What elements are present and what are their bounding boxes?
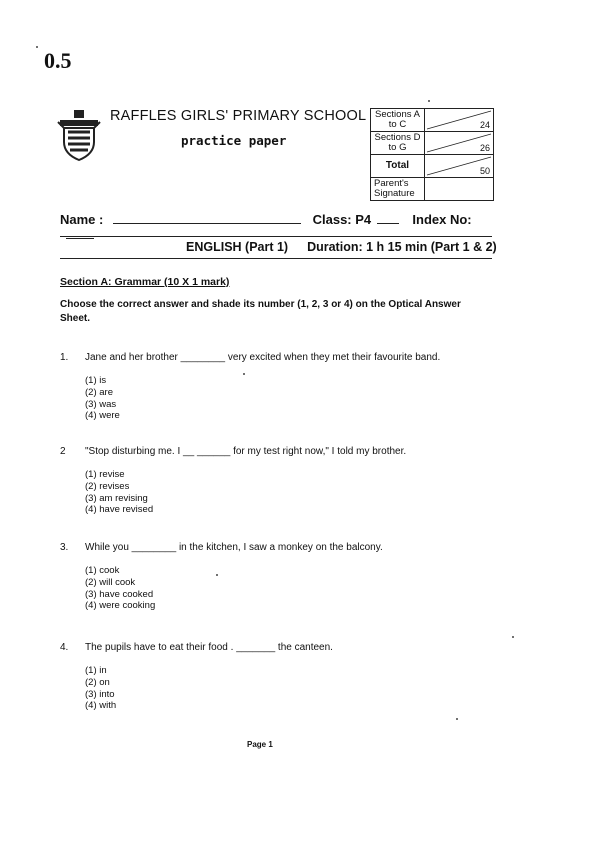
option: (3) into [85, 688, 115, 700]
question-number: 3. [60, 542, 69, 553]
marks-row [371, 155, 494, 178]
scan-speck [243, 373, 245, 375]
marks-label: Total [371, 155, 425, 178]
index-blank[interactable] [66, 238, 94, 239]
question-number: 2 [60, 446, 66, 457]
marks-label: Sections D to G [371, 132, 425, 155]
marks-row [371, 132, 494, 155]
page-footer: Page 1 [247, 740, 273, 749]
option: (4) have revised [85, 504, 154, 516]
student-info-row [60, 212, 500, 242]
option: (2) are [85, 386, 113, 398]
option: (4) were cooking [85, 600, 156, 612]
question-text: While you ________ in the kitchen, I saw a monkey on the balcony. [85, 542, 383, 553]
option-list [85, 565, 155, 612]
question-text: The pupils have to eat their food . _______ the canteen. [85, 642, 333, 653]
page-number: 0.5 [44, 48, 72, 73]
marks-row [371, 178, 494, 201]
option: (4) with [85, 700, 117, 712]
question-text: "Stop disturbing me. I __ ______ for my test right now," I told my brother. [85, 446, 407, 457]
marks-row [371, 109, 494, 132]
option: (2) will cook [85, 576, 136, 588]
class-label: Class: P4 [312, 212, 372, 227]
school-name: RAFFLES GIRLS' PRIMARY SCHOOL [110, 108, 367, 124]
signature-cell[interactable] [425, 178, 494, 201]
divider-bottom [60, 258, 492, 259]
paper-subtitle: practice paper [181, 133, 287, 148]
option: (1) is [85, 375, 107, 386]
option: (3) was [85, 398, 117, 410]
scan-speck [36, 46, 38, 48]
option-list [85, 469, 153, 516]
class-blank[interactable] [377, 223, 399, 224]
marks-value: 24 [479, 120, 490, 130]
name-blank[interactable] [113, 223, 301, 224]
option: (1) in [85, 665, 107, 676]
scan-speck [512, 636, 514, 638]
marks-label: Parent's Signature [371, 178, 425, 201]
scan-speck [456, 718, 458, 720]
name-label: Name : [60, 212, 104, 227]
question-text: Jane and her brother ________ very excited when they met their favourite band. [85, 352, 441, 363]
option: (2) revises [85, 480, 130, 492]
section-heading: Section A: Grammar (10 X 1 mark) [60, 276, 230, 288]
paper-title: ENGLISH (Part 1) [186, 240, 289, 254]
paper-title-row [186, 240, 497, 254]
scan-speck [428, 100, 430, 102]
marks-cell [425, 132, 494, 155]
marks-value: 50 [479, 166, 490, 176]
school-crest-icon [56, 108, 102, 162]
divider-top [60, 236, 492, 237]
section-instruction: Choose the correct answer and shade its number (1, 2, 3 or 4) on the Optical Answer Sheet. [60, 299, 461, 324]
option-list [85, 375, 120, 422]
question-number: 1. [60, 352, 69, 363]
marks-label: Sections A to C [371, 109, 425, 132]
marks-cell [425, 109, 494, 132]
option: (4) were [85, 410, 120, 422]
option: (3) have cooked [85, 588, 154, 600]
marks-value: 26 [479, 143, 490, 153]
index-label: Index No: [412, 212, 472, 227]
marks-table [370, 108, 494, 201]
option: (1) revise [85, 469, 125, 480]
option: (3) am revising [85, 492, 148, 504]
question-number: 4. [60, 642, 69, 653]
paper-duration: Duration: 1 h 15 min (Part 1 & 2) [307, 240, 497, 254]
scan-speck [216, 574, 218, 576]
option-list [85, 665, 116, 712]
option: (1) cook [85, 565, 120, 576]
marks-cell [425, 155, 494, 178]
option: (2) on [85, 676, 110, 688]
